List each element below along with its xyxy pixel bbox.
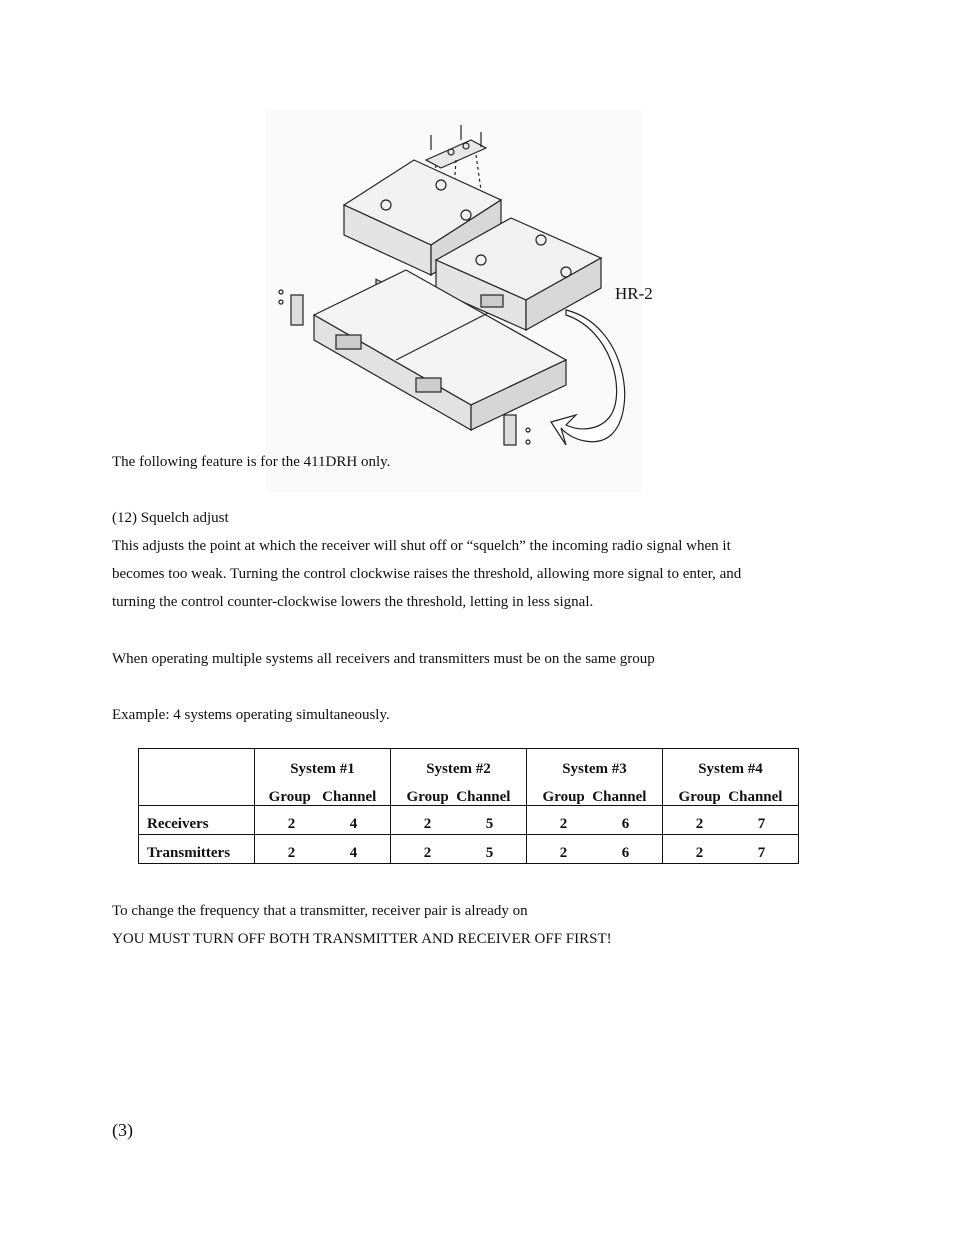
squelch-line: turning the control counter-clockwise lowers the threshold, letting in less signal. (112, 594, 594, 610)
table-row (139, 806, 799, 835)
change-frequency-note (112, 897, 832, 953)
system-header (255, 749, 391, 806)
squelch-heading: (12) Squelch adjust (112, 510, 229, 526)
table-cell (391, 835, 527, 864)
group-value: 2 (287, 816, 296, 832)
channel-value: 7 (757, 816, 766, 832)
squelch-description (112, 532, 832, 616)
system-header (391, 749, 527, 806)
table-cell (663, 806, 799, 835)
group-value: 2 (287, 845, 296, 861)
figure-label-hr2: HR-2 (615, 284, 653, 303)
channel-value: 5 (485, 845, 494, 861)
table-cell (663, 835, 799, 864)
table-corner-cell (139, 749, 255, 806)
group-value: 2 (423, 816, 432, 832)
system-title: System #1 (290, 761, 355, 777)
table-cell (255, 835, 391, 864)
channel-value: 4 (349, 845, 358, 861)
system-title: System #4 (698, 761, 763, 777)
squelch-line: becomes too weak. Turning the control clockwise raises the threshold, allowing more signal to enter, and (112, 566, 742, 582)
channel-value: 5 (485, 816, 494, 832)
channel-value: 7 (757, 845, 766, 861)
row-label-transmitters: Transmitters (139, 835, 255, 864)
table-cell (527, 806, 663, 835)
group-value: 2 (559, 816, 568, 832)
system-title: System #2 (426, 761, 491, 777)
row-label-receivers: Receivers (139, 806, 255, 835)
example-heading: Example: 4 systems operating simultaneously. (112, 707, 390, 723)
warning-line: YOU MUST TURN OFF BOTH TRANSMITTER AND RECEIVER OFF FIRST! (112, 931, 612, 947)
table-cell (527, 835, 663, 864)
table-header-row (139, 749, 799, 806)
system-subheader: Group Channel (268, 789, 377, 805)
channel-value: 4 (349, 816, 358, 832)
systems-table (138, 748, 799, 864)
channel-value: 6 (621, 845, 630, 861)
system-header (527, 749, 663, 806)
table-cell (391, 806, 527, 835)
multi-systems-note: When operating multiple systems all receivers and transmitters must be on the same group (112, 651, 655, 667)
hr2-mounting-illustration (266, 110, 642, 492)
system-header (663, 749, 799, 806)
group-value: 2 (559, 845, 568, 861)
table-row (139, 835, 799, 864)
group-value: 2 (695, 845, 704, 861)
squelch-line: This adjusts the point at which the receiver will shut off or “squelch” the incoming radio signal when it (112, 538, 731, 554)
table-cell (255, 806, 391, 835)
group-value: 2 (423, 845, 432, 861)
channel-value: 6 (621, 816, 630, 832)
system-subheader: Group Channel (678, 789, 783, 805)
page-number: (3) (112, 1120, 133, 1140)
group-value: 2 (695, 816, 704, 832)
system-subheader: Group Channel (406, 789, 511, 805)
feature-note: The following feature is for the 411DRH only. (112, 454, 391, 470)
system-subheader: Group Channel (542, 789, 647, 805)
change-frequency-line: To change the frequency that a transmitter, receiver pair is already on (112, 903, 528, 919)
system-title: System #3 (562, 761, 627, 777)
